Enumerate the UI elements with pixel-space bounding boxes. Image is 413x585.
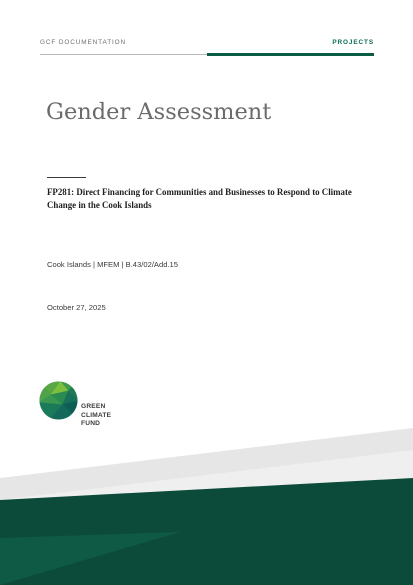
document-reference: Cook Islands | MFEM | B.43/02/Add.15 (47, 260, 178, 269)
logo-line-climate: CLIMATE (81, 411, 112, 419)
project-subtitle: FP281: Direct Financing for Communities and Businesses to Respond to Climate Change in the Cook Islands (47, 187, 352, 210)
footer-decorative-band (0, 420, 413, 585)
title-divider (47, 177, 86, 178)
document-date: October 27, 2025 (47, 303, 106, 312)
logo-line-green: GREEN (81, 403, 106, 410)
green-climate-fund-globe-icon (39, 381, 78, 420)
documentation-label: GCF DOCUMENTATION (40, 39, 127, 46)
projects-label: PROJECTS (332, 39, 374, 46)
logo-line-fund: FUND (81, 420, 101, 428)
header-accent-bar (207, 53, 374, 56)
document-title: Gender Assessment (46, 99, 272, 125)
